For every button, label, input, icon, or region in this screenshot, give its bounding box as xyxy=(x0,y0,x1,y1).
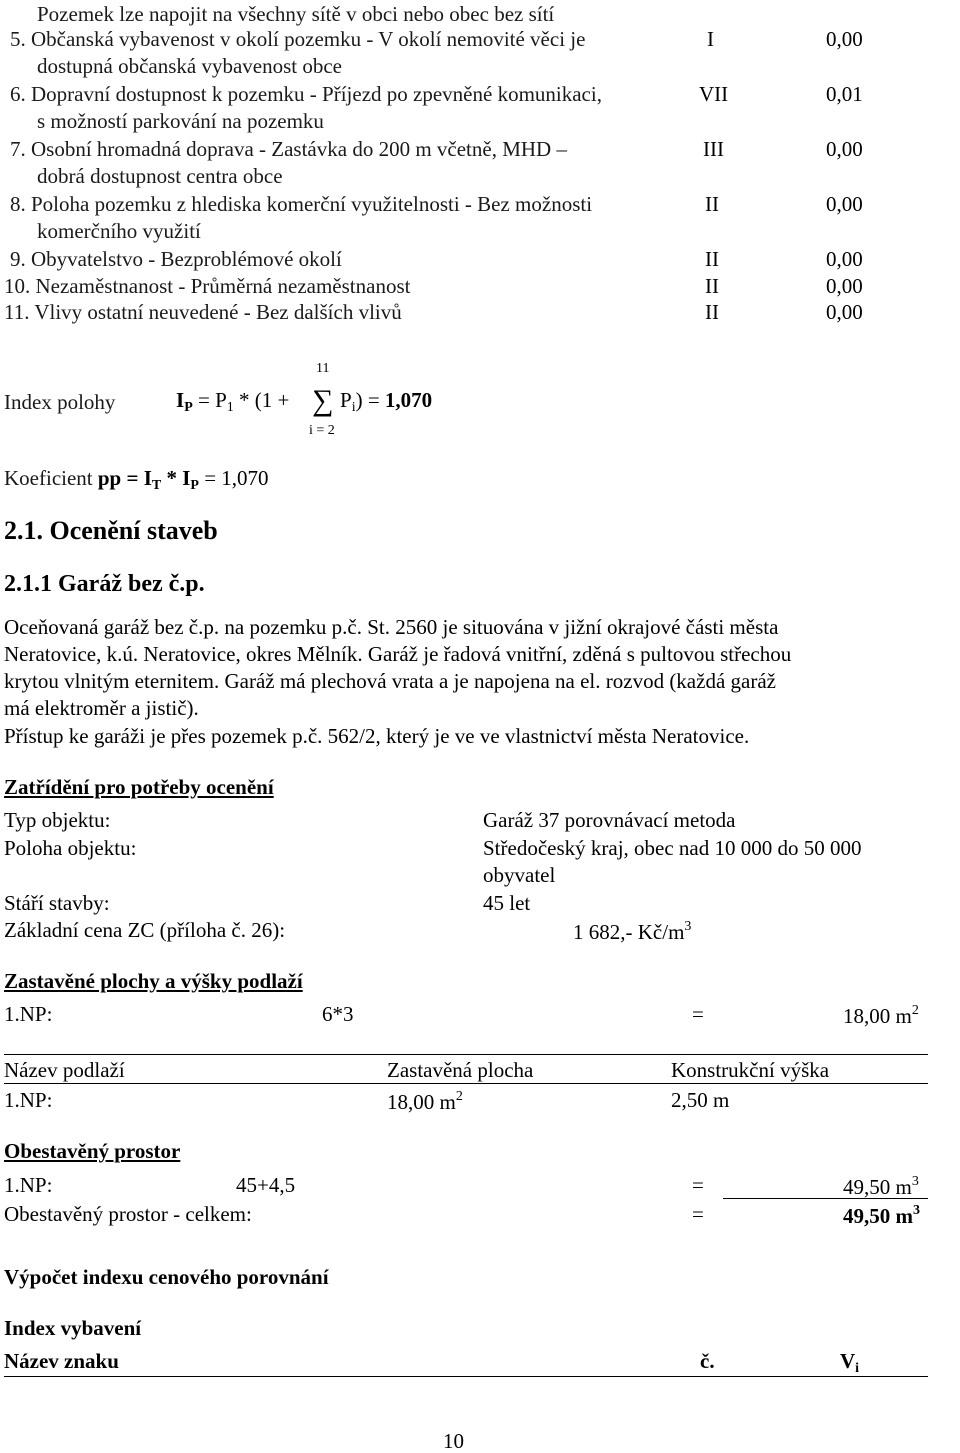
subscript-1: 1 xyxy=(226,400,234,415)
vybaveni-header-v: $V_i$ xyxy=(840,1349,860,1376)
description-line: má elektroměr a jistič). xyxy=(4,696,199,720)
koeficient-pp: Koeficient pp = $I_T * I_P = 1,070$ xyxy=(4,466,269,493)
np-label: 1.NP: xyxy=(4,1002,53,1026)
sum-upper-limit: 11 xyxy=(316,361,330,376)
sigma-icon: ∑ xyxy=(312,384,334,417)
index-polohy-result: 1,070 xyxy=(384,388,433,412)
factor-label-cont: s možností parkování na pozemku xyxy=(37,109,324,133)
description-line: krytou vlnitým eternitem. Garáž má plechová vrata a je napojena na el. rozvod (každá garáž xyxy=(4,669,776,693)
index-polohy-tail: $P_i) = 1,070$ xyxy=(340,388,433,415)
factor-grade: VII xyxy=(699,82,729,106)
description-line: Přístup ke garáži je přes pozemek p.č. 562/2, který je ve ve vlastnictví města Neratovice. xyxy=(4,724,750,748)
table-header-height: Konstrukční výška xyxy=(671,1058,830,1082)
factor-grade: I xyxy=(707,27,714,51)
poloha-value: Středočeský kraj, obec nad 10 000 do 50 000 xyxy=(483,836,862,860)
factor-label: 6. Dopravní dostupnost k pozemku - Příjezd po zpevněné komunikaci, xyxy=(10,82,602,106)
index-vybaveni-title: Index vybavení xyxy=(4,1316,142,1340)
factor-grade: II xyxy=(705,247,719,271)
factor-label: 10. Nezaměstnanost - Průměrná nezaměstnanost xyxy=(4,274,411,298)
poloha-value-cont: obyvatel xyxy=(483,863,556,887)
factor-grade: II xyxy=(705,274,719,298)
vypocet-title: Výpočet indexu cenového porovnání xyxy=(4,1265,329,1289)
factor-label: 9. Obyvatelstvo - Bezproblémové okolí xyxy=(10,247,342,271)
factor-value: 0,00 xyxy=(826,27,863,51)
obestaveny-total-label: Obestavěný prostor - celkem: xyxy=(4,1202,252,1226)
description-line: Oceňovaná garáž bez č.p. na pozemku p.č. St. 2560 je situována v jižní okrajové části města xyxy=(4,615,779,639)
factor-grade: III xyxy=(703,137,724,161)
obestaveny-total-eq: = xyxy=(692,1202,704,1226)
vybaveni-header-rule xyxy=(4,1376,928,1377)
typ-label: Typ objektu: xyxy=(4,808,111,832)
factor-value: 0,00 xyxy=(826,192,863,216)
factor-label: 5. Občanská vybavenost v okolí pozemku - V okolí nemovité věci je xyxy=(10,27,586,51)
factor-label: 7. Osobní hromadná doprava - Zastávka do 200 m včetně, MHD – xyxy=(10,137,567,161)
np-eq: = xyxy=(692,1002,704,1026)
subscript-p: P xyxy=(184,400,193,415)
factor-row-utilities-text: Pozemek lze napojit na všechny sítě v obci nebo obec bez sítí xyxy=(37,2,555,26)
factor-grade: II xyxy=(705,300,719,324)
factor-label-cont: dobrá dostupnost centra obce xyxy=(37,164,283,188)
sum-lower-limit: i = 2 xyxy=(309,423,335,438)
table-cell-name: 1.NP: xyxy=(4,1088,53,1112)
factor-grade: II xyxy=(705,192,719,216)
table-cell-area: 18,00 $m^2$ xyxy=(387,1089,463,1114)
sum-rule xyxy=(723,1198,928,1199)
factor-label: 11. Vlivy ostatní neuvedené - Bez dalších vlivů xyxy=(4,300,402,324)
factor-label: 8. Poloha pozemku z hlediska komerční využitelnosti - Bez možnosti xyxy=(10,192,593,216)
table-header-name: Název podlaží xyxy=(4,1058,125,1082)
eq-p: = P xyxy=(192,388,227,412)
table-cell-height: 2,50 m xyxy=(671,1088,730,1112)
mid-expr: * (1 + xyxy=(233,388,290,412)
index-polohy-expression xyxy=(176,390,289,415)
table-top-rule xyxy=(4,1054,928,1055)
table-header-area: Zastavěná plocha xyxy=(387,1058,534,1082)
section-title: 2.1. Ocenění staveb xyxy=(4,516,218,545)
np-result: 18,00 $m^2$ xyxy=(843,1003,919,1028)
index-polohy-label: Index polohy xyxy=(4,390,116,414)
symbol-i: I xyxy=(176,388,185,412)
vybaveni-header-name: Název znaku xyxy=(4,1349,119,1373)
obestaveny-np-formula: 45+4,5 xyxy=(236,1173,296,1197)
np-formula: 6*3 xyxy=(322,1002,354,1026)
factor-value: 0,00 xyxy=(826,300,863,324)
factor-value: 0,00 xyxy=(826,274,863,298)
poloha-label: Poloha objektu: xyxy=(4,836,137,860)
obestaveny-np-result: 49,50 $m^3$ xyxy=(843,1174,919,1199)
obestaveny-np-eq: = xyxy=(692,1173,704,1197)
zastavene-title: Zastavěné plochy a výšky podlaží xyxy=(4,969,303,993)
stari-label: Stáří stavby: xyxy=(4,891,110,915)
factor-value: 0,00 xyxy=(826,137,863,161)
vybaveni-header-no: č. xyxy=(700,1349,715,1373)
table-header-rule xyxy=(4,1083,928,1084)
stari-value: 45 let xyxy=(483,891,531,915)
typ-value: Garáž 37 porovnávací metoda xyxy=(483,808,736,832)
description-line: Neratovice, k.ú. Neratovice, okres Mělník. Garáž je řadová vnitřní, zděná s pultovou střechou xyxy=(4,642,792,666)
factor-value: 0,01 xyxy=(826,82,863,106)
obestaveny-total-result: 49,50 $m^3$ xyxy=(843,1203,920,1228)
zc-value: 1 682,- $Kč/m^3$ xyxy=(573,919,692,944)
page-number: 10 xyxy=(443,1429,464,1453)
obestaveny-title: Obestavěný prostor xyxy=(4,1139,181,1163)
factor-label-cont: dostupná občanská vybavenost obce xyxy=(37,54,343,78)
factor-label-cont: komerčního využití xyxy=(37,219,201,243)
zc-label: Základní cena ZC (příloha č. 26): xyxy=(4,918,286,942)
classification-title: Zatřídění pro potřeby ocenění xyxy=(4,775,274,799)
obestaveny-np-label: 1.NP: xyxy=(4,1173,53,1197)
factor-value: 0,00 xyxy=(826,247,863,271)
subsection-title: 2.1.1 Garáž bez č.p. xyxy=(4,571,205,597)
